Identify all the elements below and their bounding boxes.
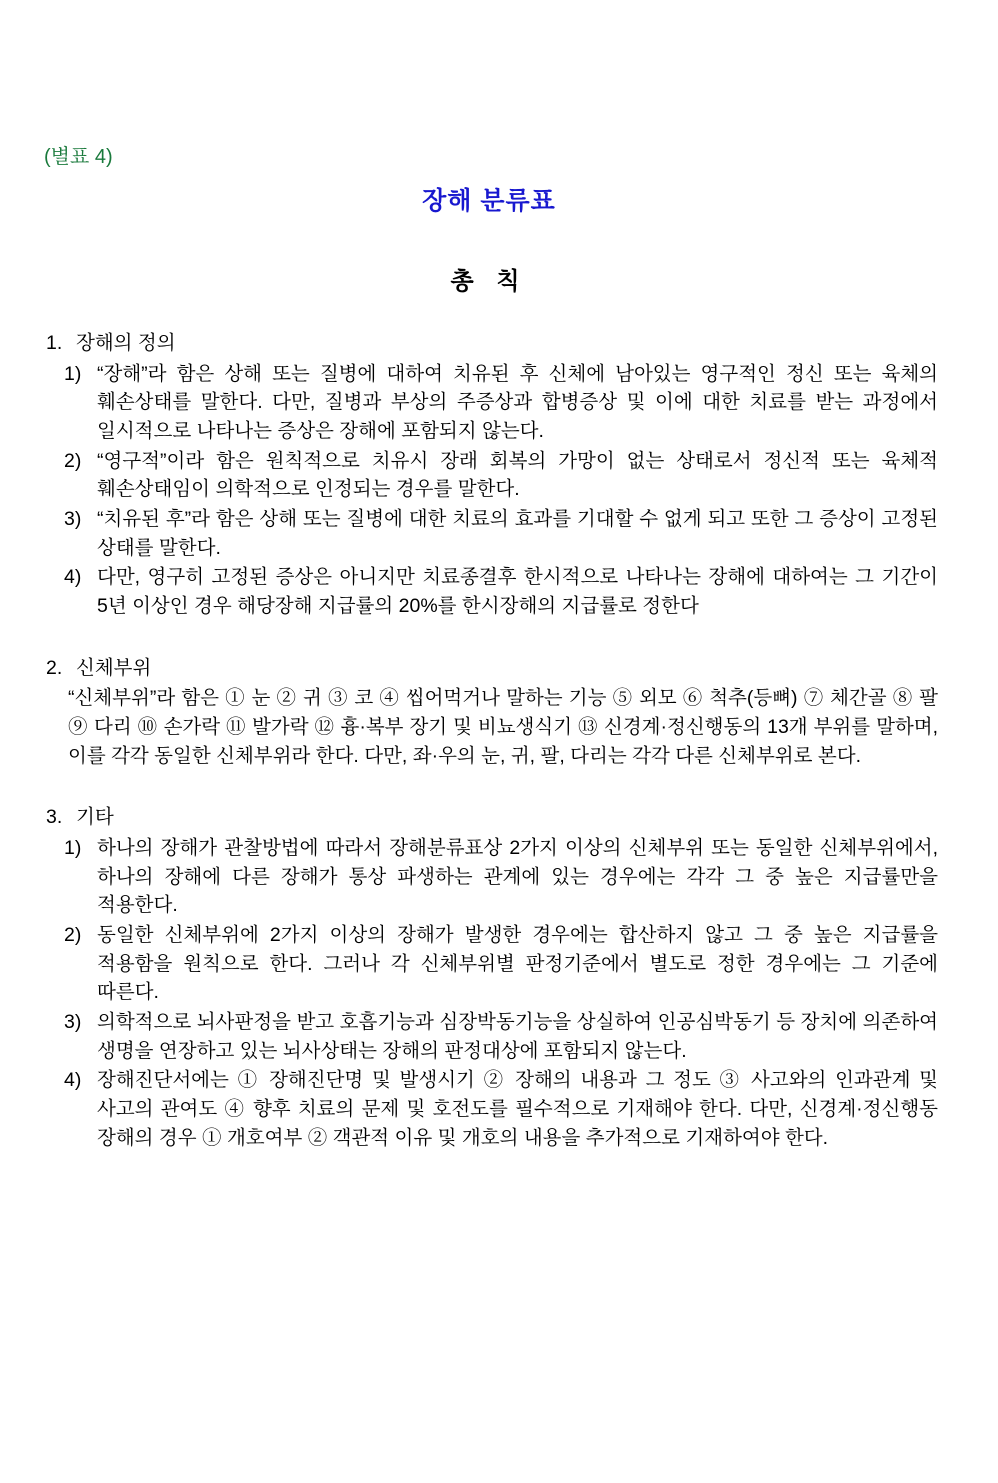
list-item-text: 의학적으로 뇌사판정을 받고 호흡기능과 심장박동기능을 상실하여 인공심박동기 등 장치에 의존하여 생명을 연장하고 있는 뇌사상태는 장해의 판정대상에 포함되지 않는다. bbox=[97, 1010, 938, 1062]
section-2-title: 신체부위 bbox=[76, 656, 152, 679]
section-2-heading bbox=[40, 655, 938, 683]
section-1-heading bbox=[40, 330, 938, 358]
annex-label: (별표 4) bbox=[44, 146, 113, 168]
list-item-marker: 1) bbox=[64, 836, 82, 859]
list-item bbox=[40, 1066, 938, 1152]
section-1-items bbox=[40, 360, 938, 621]
list-item-marker: 3) bbox=[64, 1010, 82, 1033]
section-3-items bbox=[40, 834, 938, 1152]
list-item bbox=[40, 360, 938, 446]
list-item bbox=[40, 834, 938, 920]
list-item bbox=[40, 447, 938, 504]
section-3-heading bbox=[40, 804, 938, 832]
list-item-marker: 1) bbox=[64, 362, 82, 385]
list-item-marker: 4) bbox=[64, 1069, 82, 1092]
list-item bbox=[40, 921, 938, 1007]
section-1-title: 장해의 정의 bbox=[76, 332, 176, 354]
section-2 bbox=[40, 655, 938, 771]
list-item-text: “영구적”이라 함은 원칙적으로 치유시 장래 회복의 가망이 없는 상태로서 정신적 또는 육체적 훼손상태임이 의학적으로 인정되는 경우를 말한다. bbox=[97, 449, 938, 501]
page-title: 장해 분류표 bbox=[422, 187, 556, 215]
section-1-number: 1. bbox=[46, 332, 63, 354]
list-item bbox=[40, 563, 938, 620]
list-item-text: “치유된 후”라 함은 상해 또는 질병에 대한 치료의 효과를 기대할 수 없게 되고 또한 그 증상이 고정된 상태를 말한다. bbox=[97, 507, 938, 559]
list-item-text: 하나의 장해가 관찰방법에 따라서 장해분류표상 2가지 이상의 신체부위 또는 동일한 신체부위에서, 하나의 장해에 다른 장해가 통상 파생하는 관계에 있는 경우에는 각각 그 중 높은 지급률만을 적용한다. bbox=[97, 836, 938, 917]
section-3 bbox=[40, 804, 938, 1152]
section-3-title: 기타 bbox=[76, 806, 114, 829]
section-2-paragraph: “신체부위”라 함은 ① 눈 ② 귀 ③ 코 ④ 씹어먹거나 말하는 기능 ⑤ 외모 ⑥ 척추(등뼈) ⑦ 체간골 ⑧ 팔 ⑨ 다리 ⑩ 손가락 ⑪ 발가락 ⑫ 흉·복부 장기 및 비뇨생식기 ⑬ 신경계·정신행동의 13개 부위를 말하며, 이를 각각 동일한 신체부위라 한다. 다만, 좌·우의 눈, 귀, 팔, 다리는 각각 다른 신체부위로 본다. bbox=[68, 687, 938, 767]
list-item-marker: 2) bbox=[64, 449, 82, 472]
list-item-marker: 3) bbox=[64, 507, 82, 530]
section-2-number: 2. bbox=[46, 656, 63, 679]
list-item-text: 다만, 영구히 고정된 증상은 아니지만 치료종결후 한시적으로 나타나는 장해에 대하여는 그 기간이 5년 이상인 경우 해당장해 지급률의 20%를 한시장해의 지급률로 정한다 bbox=[97, 566, 938, 617]
list-item-text: 동일한 신체부위에 2가지 이상의 장해가 발생한 경우에는 합산하지 않고 그 중 높은 지급률을 적용함을 원칙으로 한다. 그러나 각 신체부위별 판정기준에서 별도로 정한 경우에는 그 기준에 따른다. bbox=[97, 923, 938, 1004]
list-item-text: 장해진단서에는 ① 장해진단명 및 발생시기 ② 장해의 내용과 그 정도 ③ 사고와의 인과관계 및 사고의 관여도 ④ 향후 치료의 문제 및 호전도를 필수적으로 기재해야 한다. 다만, 신경계·정신행동 장해의 경우 ① 개호여부 ② 객관적 이유 및 개호의 내용을 추가적으로 기재하여야 한다. bbox=[97, 1069, 938, 1149]
list-item bbox=[40, 505, 938, 562]
list-item-text: “장해”라 함은 상해 또는 질병에 대하여 치유된 후 신체에 남아있는 영구적인 정신 또는 육체의 훼손상태를 말한다. 다만, 질병과 부상의 주증상과 합병증상 및 이에 대한 치료를 받는 과정에서 일시적으로 나타나는 증상은 장해에 포함되지 않는다. bbox=[97, 362, 938, 442]
section-1 bbox=[40, 330, 938, 621]
list-item bbox=[40, 1008, 938, 1065]
list-item-marker: 4) bbox=[64, 566, 82, 589]
list-item-marker: 2) bbox=[64, 923, 82, 946]
page-subtitle: 총 칙 bbox=[450, 268, 528, 295]
section-3-number: 3. bbox=[46, 806, 63, 829]
